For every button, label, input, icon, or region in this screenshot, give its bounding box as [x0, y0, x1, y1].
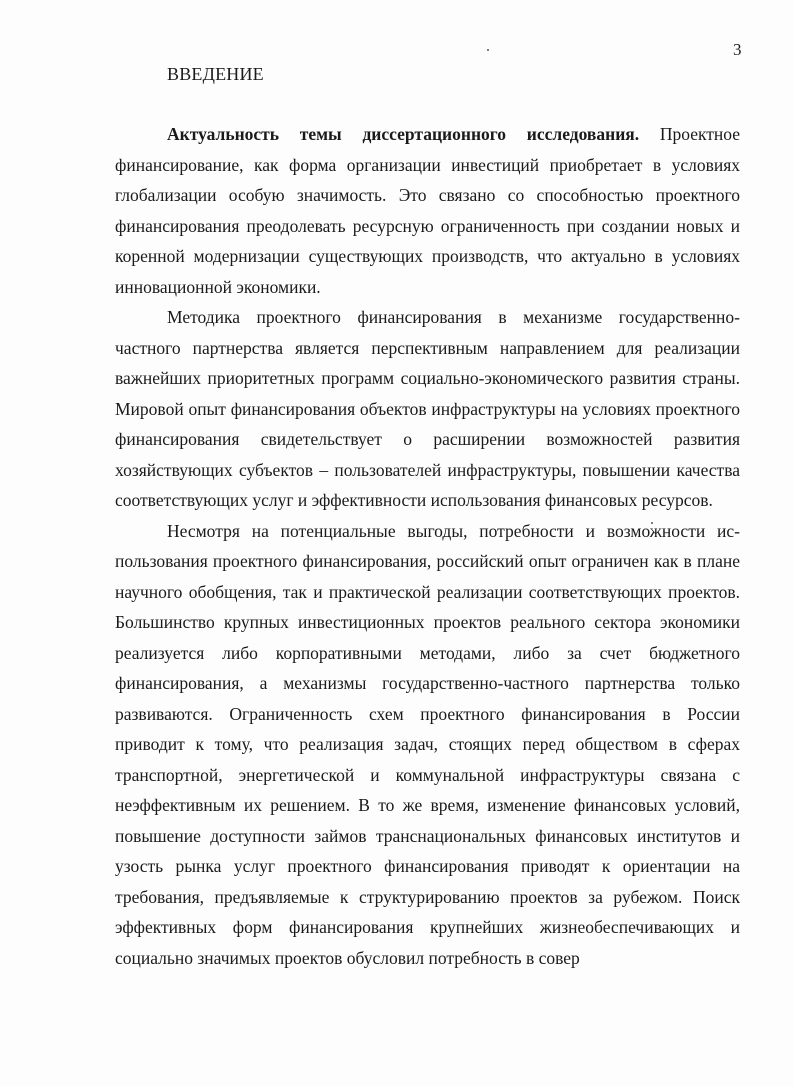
paragraph-lead-in: Актуальность темы диссертационного исследования.: [167, 124, 640, 144]
paragraph-3: [115, 516, 740, 974]
paragraph-text: Проектное финансирование, как форма организации инвестиций приобретает в условиях глобализации особую значимость. Это связано со способностью проектного финансирования преодолевать ресурсную ограниченность при создании новых и коренной модернизации существующих производств, что актуально в условиях инновационной экономики.: [115, 124, 741, 297]
page-number: 3: [733, 40, 742, 59]
paragraph-1: [115, 119, 740, 302]
paragraph-text: Методика проектного финансирования в механизме государственно-частного партнерства является перспективным направлением для реализации важнейших приоритетных программ социально-экономического развития страны. Мировой опыт финансирования объектов инфраструктуры на условиях проектного финансирования свидетельствует о расширении возможностей развития хозяйствующих субъектов – пользователей инфраструктуры, повышении качества соответствующих услуг и эффективности использования финансовых ресурсов.: [115, 307, 740, 510]
body-text: [115, 119, 740, 973]
section-heading: ВВЕДЕНИЕ: [167, 64, 264, 84]
scan-speck: [487, 49, 489, 51]
paragraph-2: [115, 302, 740, 516]
paragraph-text: Несмотря на потенциальные выгоды, потребности и возможности использования проектного финансирования, российский опыт ограничен как в плане научного обобщения, так и практической реализации соответствующих проектов. Большинство крупных инвестиционных проектов реального сектора экономики реализуется либо корпоративными методами, либо за счет бюджетного финансирования, а механизмы государственно-частного партнерства только развиваются. Ограниченность схем проектного финансирования в России приводит к тому, что реализация задач, стоящих перед обществом в сферах транспортной, энергетической и коммунальной инфраструктуры связана с неэффективным их решением. В то же время, изменение финансовых условий, повышение доступности займов транснациональных финансовых институтов и узость рынка услуг проектного финансирования приводят к ориентации на требования, предъявляемые к структурированию проектов за рубежом. Поиск эффективных форм финансирования крупнейших жизнеобеспечивающих и социально значимых проектов обусловил потребность в совер: [115, 520, 740, 968]
